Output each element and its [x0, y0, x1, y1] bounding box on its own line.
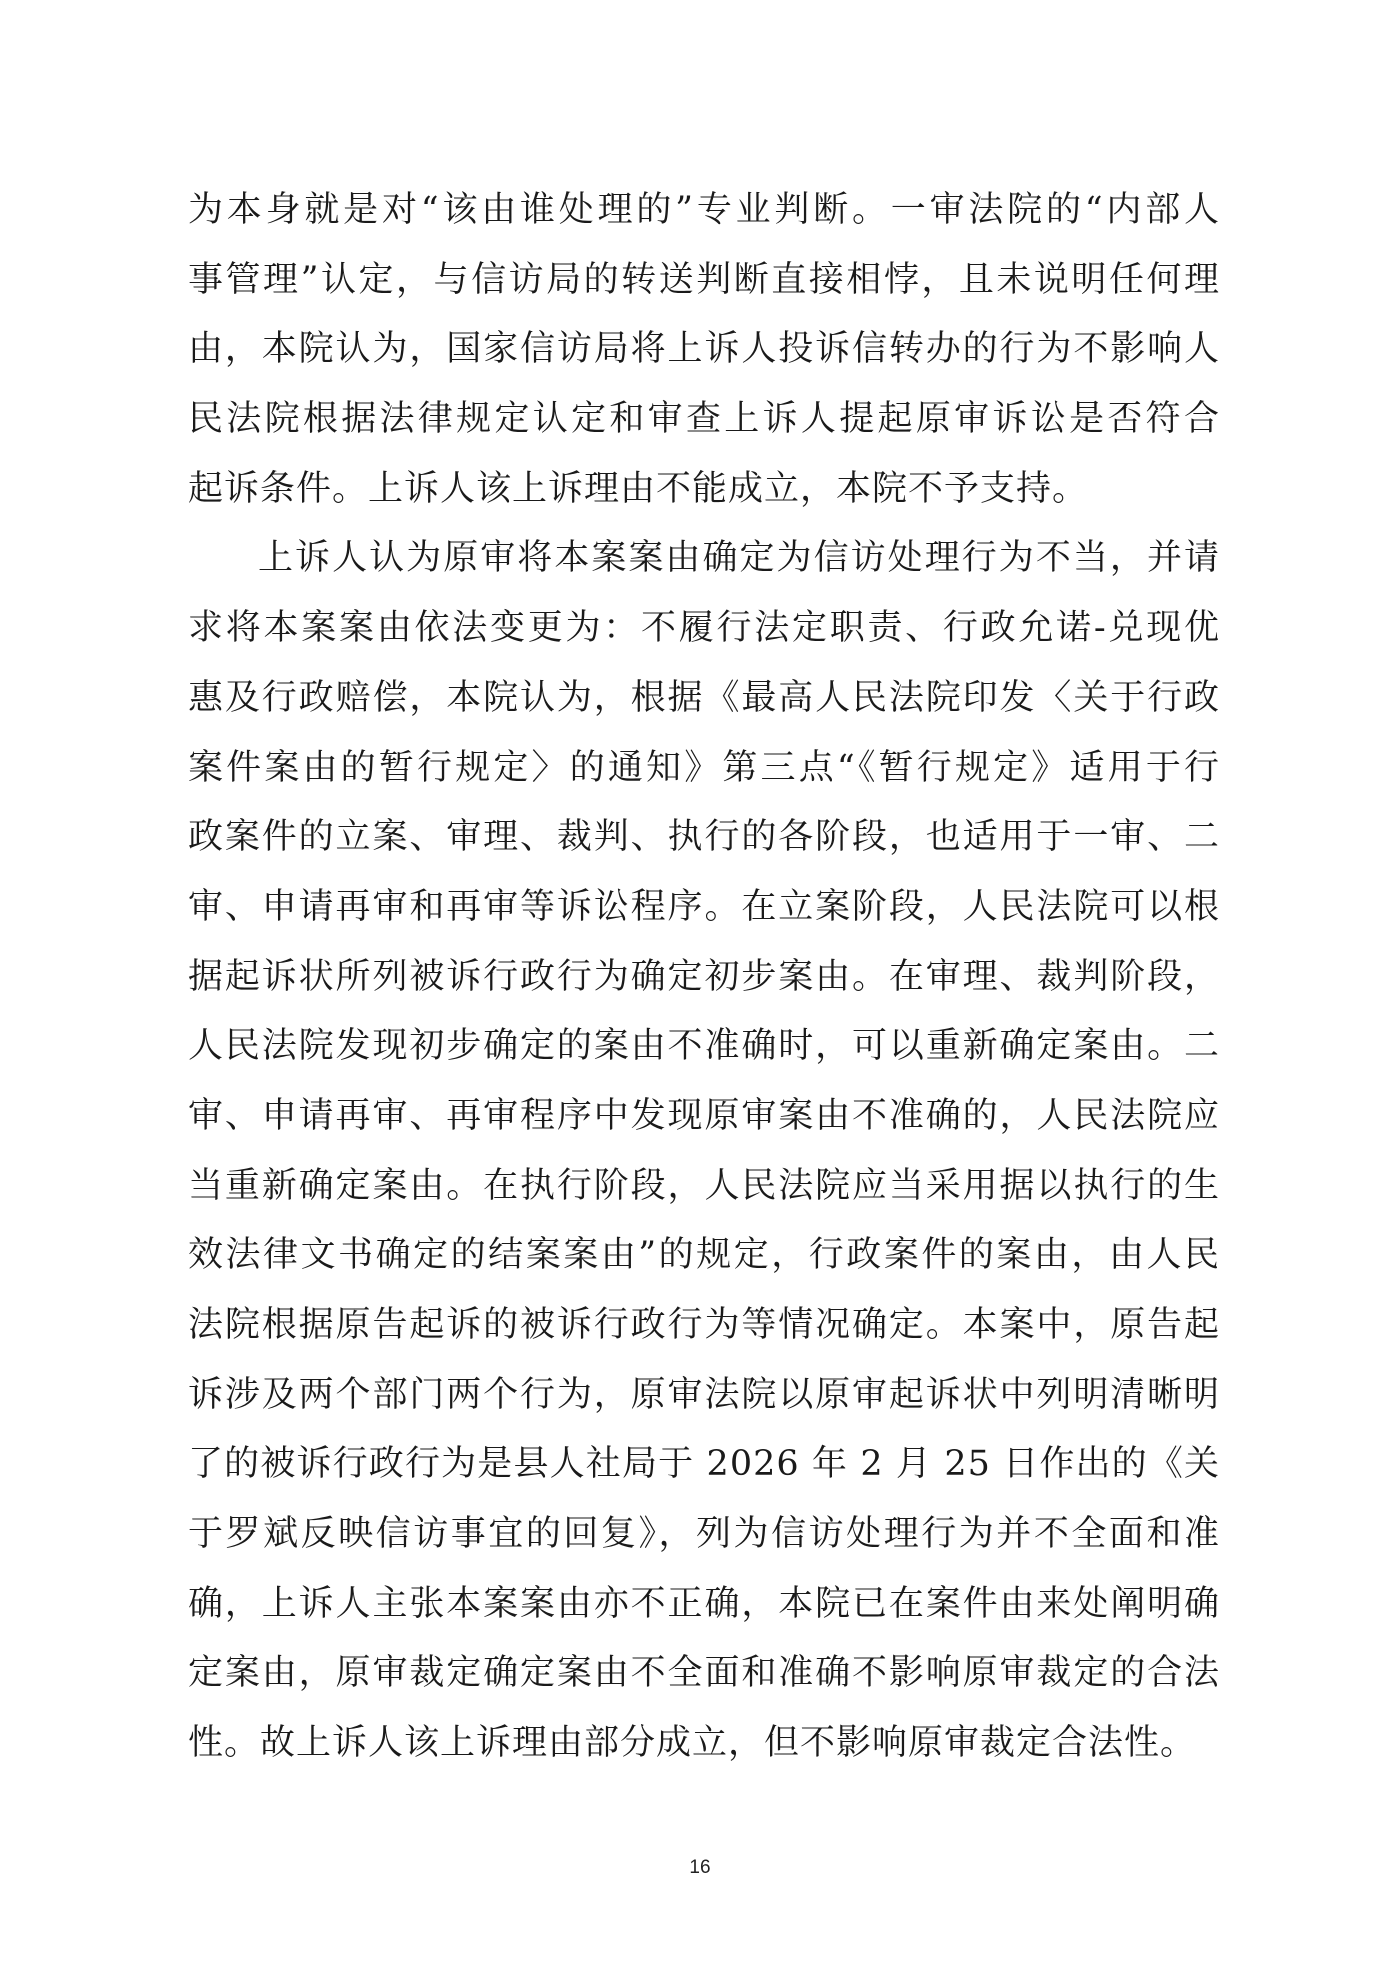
body-text [188, 176, 1220, 1779]
paragraph-line: 由，本院认为，国家信访局将上诉人投诉信转办的行为不影响人 [188, 329, 1220, 370]
paragraph-line: 审、申请再审、再审程序中发现原审案由不准确的，人民法院应 [188, 1095, 1220, 1136]
paragraph-line: 据起诉状所列被诉行政行为确定初步案由。在审理、裁判阶段， [188, 956, 1220, 997]
paragraph-line: 政案件的立案、审理、裁判、执行的各阶段，也适用于一审、二 [188, 817, 1220, 858]
paragraph-line: 审、申请再审和再审等诉讼程序。在立案阶段，人民法院可以根 [188, 886, 1220, 927]
paragraph-line: 起诉条件。上诉人该上诉理由不能成立，本院不予支持。 [188, 468, 1089, 509]
paragraph-line: 确，上诉人主张本案案由亦不正确，本院已在案件由来处阐明确 [188, 1583, 1220, 1624]
page-number: 16 [689, 1857, 711, 1878]
paragraph-line: 为本身就是对“该由谁处理的”专业判断。一审法院的“内部人 [188, 190, 1220, 230]
paragraph-line: 事管理”认定，与信访局的转送判断直接相悖，且未说明任何理 [188, 259, 1220, 300]
paragraph-line: 性。故上诉人该上诉理由部分成立，但不影响原审裁定合法性。 [188, 1723, 1197, 1764]
paragraph-line: 定案由，原审裁定确定案由不全面和准确不影响原审裁定的合法 [188, 1653, 1220, 1694]
paragraph-2 [188, 524, 1220, 1778]
paragraph-line: 了的被诉行政行为是县人社局于 2026 年 2 月 25 日作出的《关 [188, 1444, 1220, 1485]
paragraph-line: 诉涉及两个部门两个行为，原审法院以原审起诉状中列明清晰明 [188, 1374, 1220, 1415]
paragraph-line: 惠及行政赔偿，本院认为，根据《最高人民法院印发〈关于行政 [188, 677, 1220, 718]
paragraph-line: 案件案由的暂行规定〉的通知》第三点“《暂行规定》适用于行 [188, 747, 1220, 788]
paragraph-line: 法院根据原告起诉的被诉行政行为等情况确定。本案中，原告起 [188, 1305, 1220, 1345]
paragraph-line: 民法院根据法律规定认定和审查上诉人提起原审诉讼是否符合 [188, 399, 1220, 440]
paragraph-line: 效法律文书确定的结案案由”的规定，行政案件的案由，由人民 [188, 1235, 1220, 1276]
paragraph-line: 当重新确定案由。在执行阶段，人民法院应当采用据以执行的生 [188, 1165, 1220, 1206]
paragraph-line: 人民法院发现初步确定的案由不准确时，可以重新确定案由。二 [188, 1026, 1220, 1067]
paragraph-1 [188, 176, 1220, 524]
paragraph-line: 于罗斌反映信访事宜的回复》，列为信访处理行为并不全面和准 [188, 1514, 1220, 1555]
paragraph-line: 上诉人认为原审将本案案由确定为信访处理行为不当，并请 [258, 538, 1220, 579]
paragraph-line: 求将本案案由依法变更为：不履行法定职责、行政允诺-兑现优 [188, 608, 1220, 649]
